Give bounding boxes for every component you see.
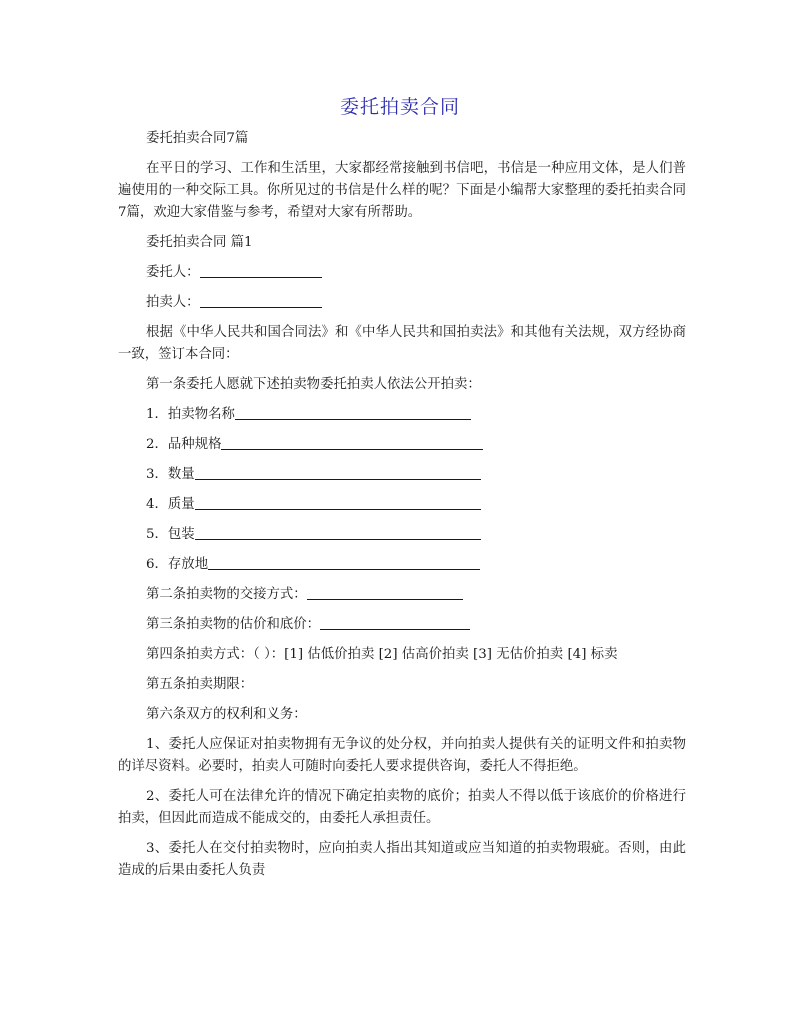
section-heading: 委托拍卖合同 篇1 [146,235,253,250]
consignor-label: 委托人： [146,265,200,280]
item-line [118,524,686,546]
item-line [118,434,686,456]
item-label: 6．存放地 [146,557,209,572]
article-3-blank [320,615,470,630]
auctioneer-blank [200,293,322,308]
item-blank [221,435,483,450]
item-label: 5．包装 [146,527,195,542]
article-2-blank [307,585,463,600]
item-line [118,554,686,576]
clause-1: 1、委托人应保证对拍卖物拥有无争议的处分权，并向拍卖人提供有关的证明文件和拍卖物的详尽资料。必要时，拍卖人可随时向委托人要求提供咨询，委托人不得拒绝。 [118,737,686,774]
consignor-field [118,262,686,284]
clause-3: 3、委托人在交付拍卖物时，应向拍卖人指出其知道或应当知道的拍卖物瑕疵。否则，由此造成的后果由委托人负责 [118,841,686,878]
item-line [118,494,686,516]
article-2-label: 第二条拍卖物的交接方式： [146,587,307,602]
item-blank [195,465,481,480]
article-4: 第四条拍卖方式：（ ）：[1] 估低价拍卖 [2] 估高价拍卖 [3] 无估价拍卖 [4] 标卖 [146,647,618,662]
auctioneer-label: 拍卖人： [146,295,200,310]
item-label: 2．品种规格 [146,437,222,452]
article-5: 第五条拍卖期限： [146,677,254,692]
article-6: 第六条双方的权利和义务： [146,707,307,722]
consignor-blank [200,263,322,278]
item-blank [235,405,471,420]
intro-paragraph: 在平日的学习、工作和生活里，大家都经常接触到书信吧，书信是一种应用文体，是人们普遍使用的一种交际工具。你所见过的书信是什么样的呢？下面是小编帮大家整理的委托拍卖合同7篇，欢迎大家借鉴与参考，希望对大家有所帮助。 [118,161,686,220]
clause-2: 2、委托人可在法律允许的情况下确定拍卖物的底价；拍卖人不得以低于该底价的价格进行拍卖，但因此而造成不能成交的，由委托人承担责任。 [118,789,686,826]
document-title: 委托拍卖合同 [339,96,460,118]
document-subtitle: 委托拍卖合同7篇 [146,131,249,146]
document-body [118,128,686,890]
article-2 [118,584,686,606]
item-line [118,404,686,426]
article-1: 第一条委托人愿就下述拍卖物委托拍卖人依法公开拍卖： [146,377,481,392]
auctioneer-field [118,292,686,314]
item-label: 1．拍卖物名称 [146,407,235,422]
article-3-label: 第三条拍卖物的估价和底价： [146,617,321,632]
item-blank [208,555,480,570]
item-label: 3．数量 [146,467,195,482]
item-blank [195,495,481,510]
item-line [118,464,686,486]
basis-paragraph: 根据《中华人民共和国合同法》和《中华人民共和国拍卖法》和其他有关法规，双方经协商一致，签订本合同： [118,325,686,362]
item-blank [195,525,481,540]
item-label: 4．质量 [146,497,195,512]
article-3 [118,614,686,636]
